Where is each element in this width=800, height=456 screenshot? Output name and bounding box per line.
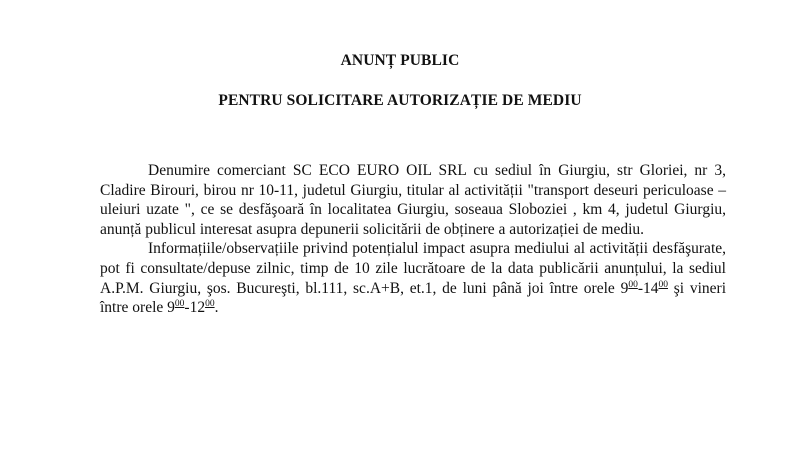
weekday-end-hour: 14 [642,279,659,297]
announcement-body [100,161,726,318]
friday-start-minutes: 00 [174,299,185,310]
page-title: ANUNȚ PUBLIC [340,52,460,69]
weekday-end-minutes: 00 [658,279,668,290]
friday-end-minutes: 00 [205,299,215,310]
end-punctuation: . [214,299,219,317]
page-subtitle: PENTRU SOLICITARE AUTORIZAȚIE DE MEDIU [218,92,582,109]
paragraph-company-info: Denumire comerciant SC ECO EURO OIL SRL cu sediul în Giurgiu, str Gloriei, nr 3, Cladire Birouri, birou nr 10-11, judetul Giurgiu, titular al activității "transport deseuri periculoase – uleiuri uzate ", ce se desfăşoară în localitatea Giurgiu, soseaua Sloboziei , km 4, judetul Giurgiu, anunță publicul interesat asupra depunerii solicitării de obținere a autorizației de mediu. [100,162,726,238]
paragraph-consultation-info: Informațiile/observațiile privind potențialul impact asupra mediului al activității desfăşurate, pot fi consultate/depuse zilnic, timp de 10 zile lucrătoare de la data publicării anunțului, la sediul A.P.M. Giurgiu, şos. Bucureşti, bl.111, sc.A+B, et.1, de luni până joi între orele $9^{00}-14^{00}$ şi vineri între orele $9^{00}-12^{00}$. [100,240,727,317]
friday-text: şi vineri între orele [100,279,727,317]
consultation-text: Informațiile/observațiile privind potențialul impact asupra mediului al activității desfăşurate, pot fi consultate/depuse zilnic, timp de 10 zile lucrătoare de la data publicării anunțului, la sediul A.P.M. Giurgiu, şos. Bucureşti, bl.111, sc.A+B, et.1, de luni până joi între orele [100,240,726,297]
weekday-start-minutes: 00 [628,279,638,290]
weekday-start-hour: 9 [620,279,629,297]
friday-start-hour: 9 [167,299,175,317]
friday-end-hour: 12 [189,299,206,317]
